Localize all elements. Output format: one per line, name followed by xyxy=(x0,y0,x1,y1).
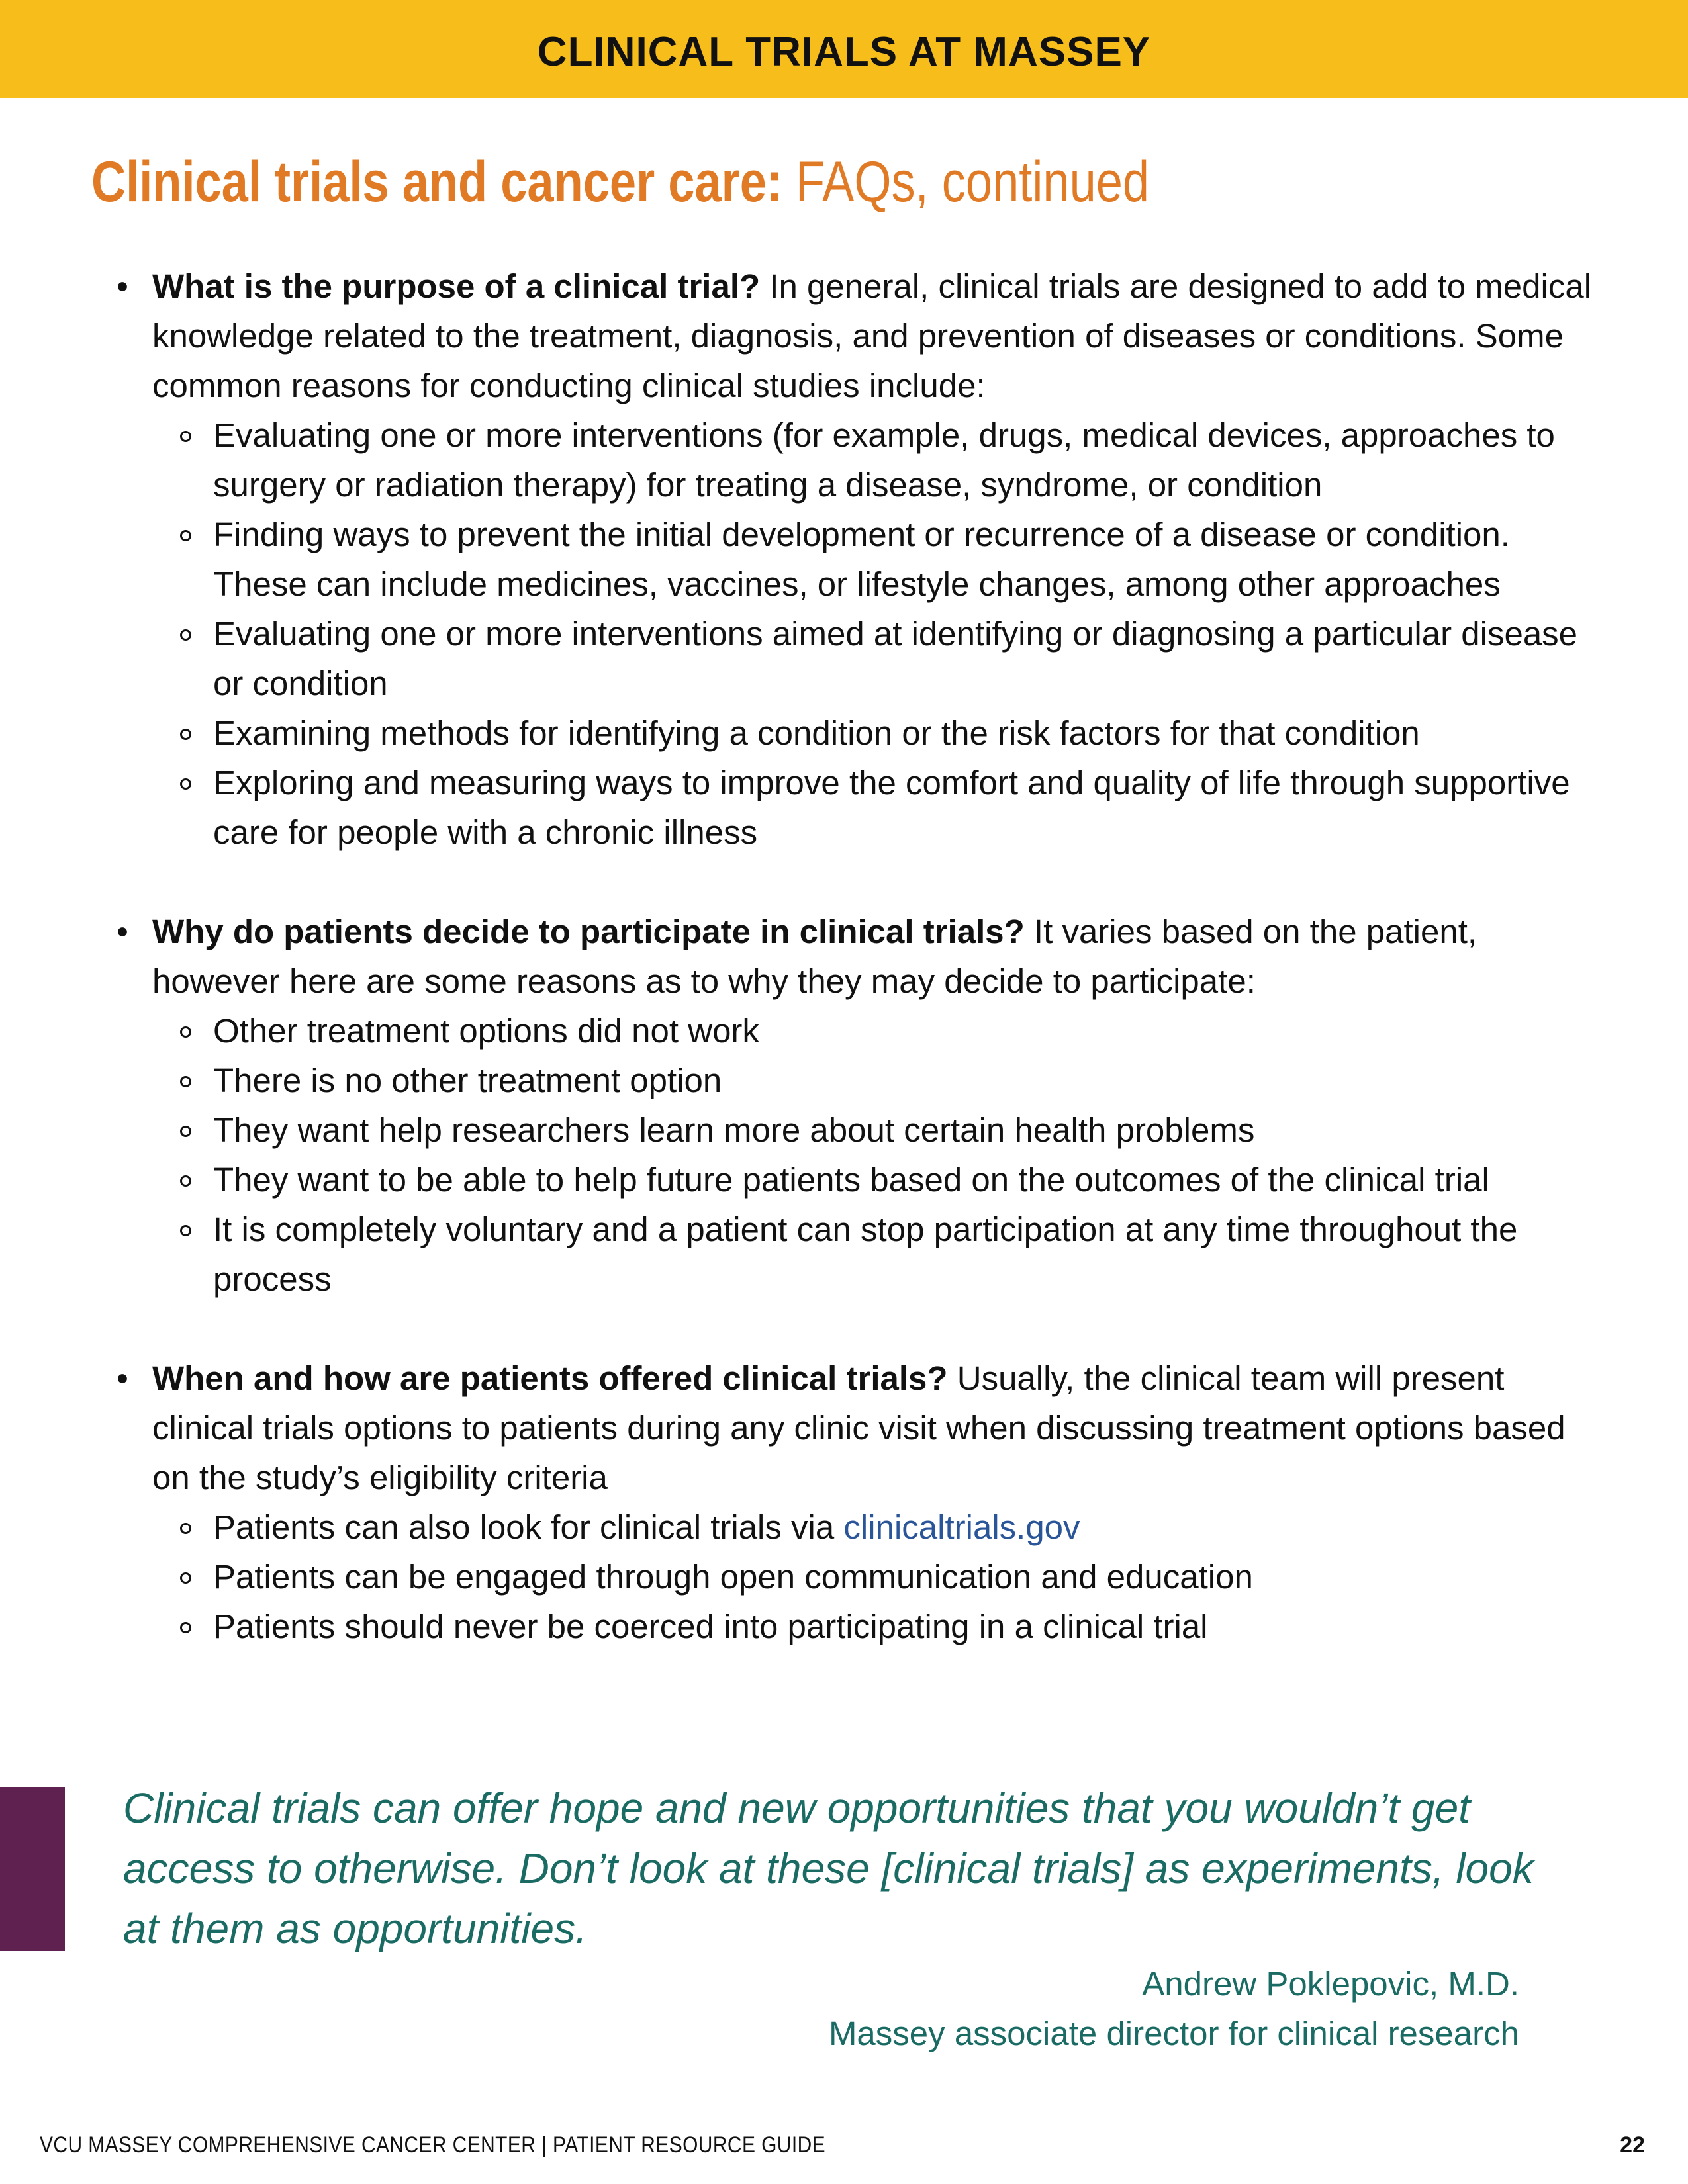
circle-bullet-icon xyxy=(180,1026,191,1038)
footer-text: VCU MASSEY COMPREHENSIVE CANCER CENTER | PATIENT RESOURCE GUIDE xyxy=(40,2132,826,2158)
list-item xyxy=(152,1056,1602,1105)
faq-purpose xyxy=(106,261,1602,857)
sub-list xyxy=(152,1502,1602,1651)
bullet-dot: • xyxy=(117,267,128,305)
quote-accent-bar xyxy=(0,1787,65,1951)
list-item xyxy=(152,758,1602,857)
circle-bullet-icon xyxy=(180,431,191,442)
list-item xyxy=(152,1105,1602,1155)
faq-why-participate xyxy=(106,907,1602,1304)
list-item xyxy=(152,510,1602,609)
quote-role: Massey associate director for clinical research xyxy=(828,2015,1519,2052)
list-item-text: Finding ways to prevent the initial development or recurrence of a disease or condition. These can include medicines, vaccines, or lifestyle changes, among other approaches xyxy=(213,516,1510,603)
quote-attribution xyxy=(829,1959,1519,2058)
faq-paragraph xyxy=(152,261,1602,410)
heading-bold: Clinical trials and cancer care: xyxy=(91,150,782,214)
list-item-text: Patients should never be coerced into participating in a clinical trial xyxy=(213,1608,1208,1645)
faq-question: Why do patients decide to participate in clinical trials? xyxy=(152,913,1025,950)
faq-paragraph xyxy=(152,1353,1602,1502)
circle-bullet-icon xyxy=(180,1523,191,1534)
circle-bullet-icon xyxy=(180,1175,191,1187)
faq-answer: Usually, the clinical team will present clinical trials options to patients during any clinic visit when discussing treatment options based on the study’s eligibility criteria xyxy=(152,1359,1566,1496)
clinicaltrials-link[interactable]: clinicaltrials.gov xyxy=(843,1508,1080,1546)
bullet-dot: • xyxy=(117,1359,128,1397)
list-item-text: There is no other treatment option xyxy=(213,1062,722,1099)
circle-bullet-icon xyxy=(180,1076,191,1087)
circle-bullet-icon xyxy=(180,629,191,641)
sub-list xyxy=(152,410,1602,857)
faq-answer: It varies based on the patient, however here are some reasons as to why they may decide to participate: xyxy=(152,913,1477,1000)
faq-paragraph xyxy=(152,907,1602,1006)
list-item-text: Other treatment options did not work xyxy=(213,1012,759,1050)
circle-bullet-icon xyxy=(180,778,191,790)
pull-quote: Clinical trials can offer hope and new opportunities that you wouldn’t get access to otherwise. Don’t look at these [clinical trials] as experiments, look at them as opportunities. xyxy=(123,1784,1534,1952)
bullet-dot: • xyxy=(117,913,128,950)
list-item xyxy=(152,1205,1602,1304)
page-number: 22 xyxy=(1620,2132,1645,2158)
faq-when-offered xyxy=(106,1353,1602,1651)
faq-question: What is the purpose of a clinical trial? xyxy=(152,267,761,305)
list-item-text: They want to be able to help future patients based on the outcomes of the clinical trial xyxy=(213,1161,1489,1199)
list-item-text: Patients can be engaged through open communication and education xyxy=(213,1558,1253,1596)
list-item xyxy=(152,708,1602,758)
circle-bullet-icon xyxy=(180,1126,191,1137)
list-item-text: Examining methods for identifying a condition or the risk factors for that condition xyxy=(213,714,1420,752)
list-item xyxy=(152,410,1602,510)
heading-light: FAQs, continued xyxy=(782,150,1150,214)
faq-answer: In general, clinical trials are designed to add to medical knowledge related to the treatment, diagnosis, and prevention of diseases or conditions. Some common reasons for conducting clinical studies include: xyxy=(152,267,1592,404)
list-item-text: Evaluating one or more interventions (for example, drugs, medical devices, approaches to surgery or radiation therapy) for treating a disease, syndrome, or condition xyxy=(213,416,1555,504)
faq-question: When and how are patients offered clinical trials? xyxy=(152,1359,948,1397)
list-item-text: Patients can also look for clinical trials via xyxy=(213,1508,844,1546)
list-item xyxy=(152,1502,1602,1552)
faq-content xyxy=(106,261,1602,1701)
list-item-text: They want help researchers learn more about certain health problems xyxy=(213,1111,1255,1149)
sub-list xyxy=(152,1006,1602,1304)
circle-bullet-icon xyxy=(180,530,191,541)
list-item xyxy=(152,1602,1602,1651)
circle-bullet-icon xyxy=(180,1572,191,1584)
top-banner xyxy=(0,0,1688,98)
circle-bullet-icon xyxy=(180,1225,191,1236)
list-item-text: It is completely voluntary and a patient can stop participation at any time throughout the process xyxy=(213,1210,1518,1298)
list-item xyxy=(152,1006,1602,1056)
quote-author: Andrew Poklepovic, M.D. xyxy=(1142,1965,1519,2003)
list-item-text: Exploring and measuring ways to improve the comfort and quality of life through supportive care for people with a chronic illness xyxy=(213,764,1570,851)
page-heading xyxy=(91,139,1149,225)
circle-bullet-icon xyxy=(180,1622,191,1633)
circle-bullet-icon xyxy=(180,729,191,740)
list-item xyxy=(152,609,1602,708)
list-item xyxy=(152,1155,1602,1205)
list-item-text: Evaluating one or more interventions aimed at identifying or diagnosing a particular disease or condition xyxy=(213,615,1578,702)
banner-title: CLINICAL TRIALS AT MASSEY xyxy=(537,28,1151,75)
list-item xyxy=(152,1552,1602,1602)
